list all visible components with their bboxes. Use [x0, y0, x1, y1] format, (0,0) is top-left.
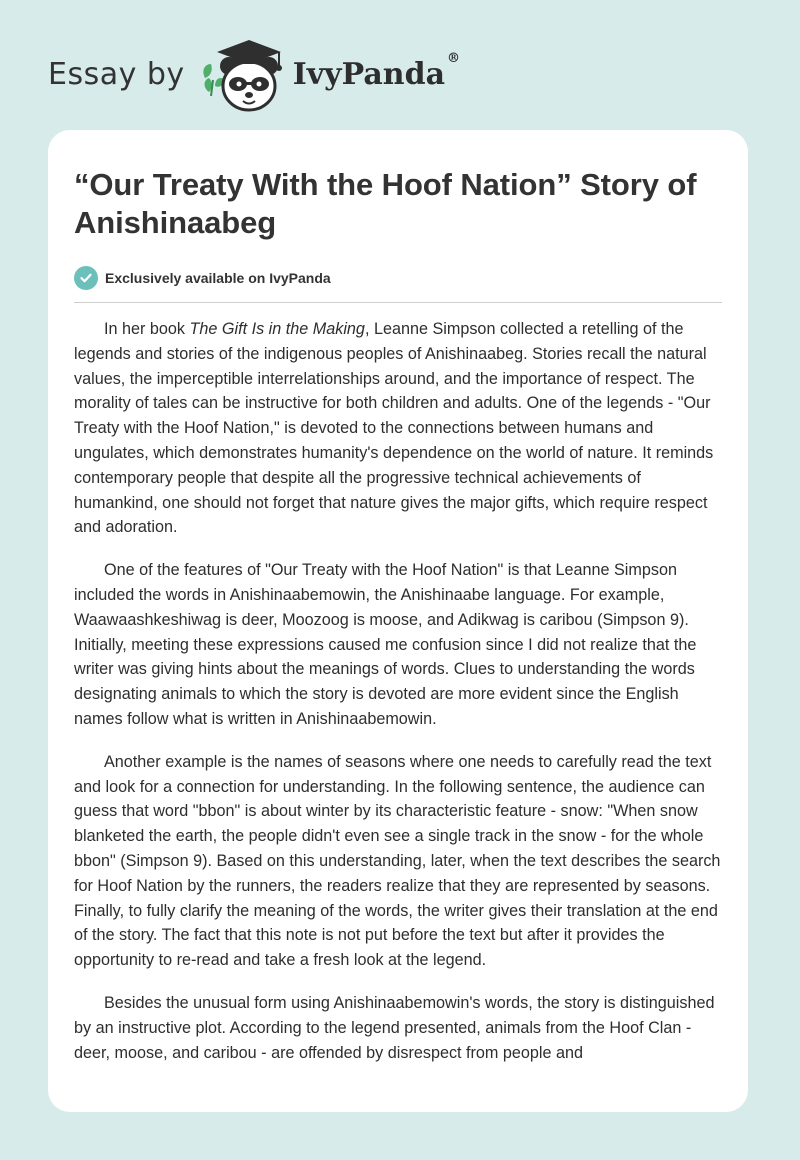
badge-label: Exclusively available on IvyPanda: [105, 270, 331, 286]
book-title: The Gift Is in the Making: [189, 320, 365, 338]
brand-prefix: Essay by: [48, 56, 185, 92]
essay-card: [48, 130, 748, 1112]
page-title: “Our Treaty With the Hoof Nation” Story of Anishinaabeg: [74, 167, 697, 240]
paragraph-2: One of the features of "Our Treaty with the Hoof Nation" is that Leanne Simpson included the words in Anishinaabemowin, the Anishinaabe language. For example, Waawaashkeshiwag is deer, Moozoog is moose, and Adikwag is caribou (Simpson 9). Initially, meeting these expressions caused me confusion since I did not realize that the writer was giving hints about the meanings of words. Clues to understanding the words designating animals to which the story is devoted are more evident since the English names follow what is written in Anishinaabemowin.: [74, 561, 697, 728]
paragraph-1: [74, 317, 722, 540]
brand-name: IvyPanda ®: [292, 50, 461, 92]
paragraph-1-lead: In her book: [104, 320, 190, 338]
registered-mark: ®: [447, 50, 461, 66]
paragraph-3: Another example is the names of seasons where one needs to carefully read the text and look for a connection for understanding. In the following sentence, the audience can guess that word "bbon" is about winter by its characteristic feature - snow: "When snow blanketed the earth, the people didn't even see a single track in the snow - for the whole bbon" (Simpson 9). Based on this understanding, later, when the text describes the search for Hoof Nation by the runners, the readers realize that they are represented by seasons. Finally, to fully clarify the meaning of the words, the writer gives their translation at the end of the story. The fact that this note is not put before the text but after it provides the opportunity to re-read and take a fresh look at the legend.: [74, 752, 721, 970]
exclusive-badge: [74, 264, 722, 292]
check-circle-icon: [74, 266, 98, 290]
essay-body: [74, 303, 722, 1065]
paragraph-1-text: , Leanne Simpson collected a retelling of the legends and stories of the indigenous peoples of Anishinaabeg. Stories recall the natural values, the imperceptible interrelationships around, and the importance of respect. The morality of tales can be instructive for both children and adults. One of the legends - "Our Treaty with the Hoof Nation," is devoted to the connections between humans and ungulates, which demonstrates humanity's dependence on the world of nature. It reminds contemporary people that despite all the progressive technical achievements of humankind, one should not forget that nature gives the major gifts, which require respect and adoration.: [74, 320, 714, 537]
panda-graduate-icon: [199, 34, 291, 114]
brand-header[interactable]: [48, 34, 460, 114]
paragraph-4: Besides the unusual form using Anishinaabemowin's words, the story is distinguished by an instructive plot. According to the legend presented, animals from the Hoof Clan - deer, moose, and caribou - are offended by disrespect from people and: [74, 993, 715, 1062]
